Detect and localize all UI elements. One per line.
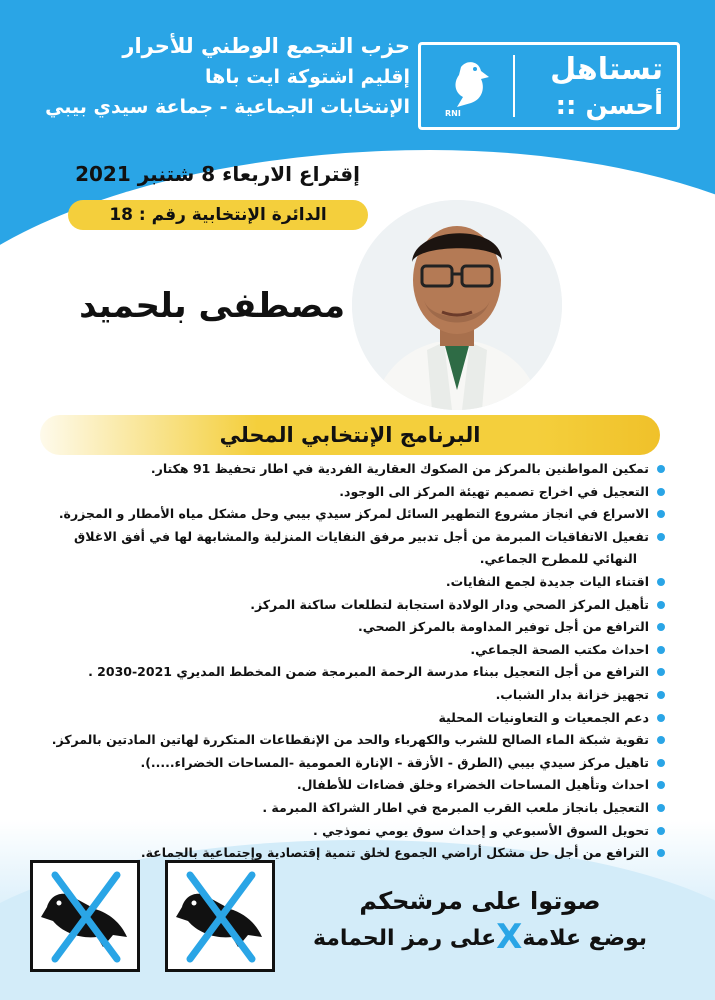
program-item: الترافع من أجل التعجيل ببناء مدرسة الرحمة المبرمجة ضمن المخطط المديري 2021-2030 . xyxy=(37,661,667,684)
program-item: تمكين المواطنين بالمركز من الصكوك العقارية الفردية في اطار تحفيظ 91 هكتار. xyxy=(37,458,667,481)
slogan-line-1: تستاهل xyxy=(550,52,663,87)
dove-ballot-icon xyxy=(168,863,272,969)
slogan-line-2: أحسن :: xyxy=(555,91,663,121)
program-item: التعجيل بانجاز ملعب القرب المبرمج في اطار الشراكة المبرمة . xyxy=(37,797,667,820)
province-name: إقليم اشتوكة ايت باها xyxy=(205,66,410,88)
program-item: تاهيل مركز سيدي بيبي (الطرق - الأزقة - الإنارة العمومية -المساحات الخضراء.....). xyxy=(37,752,667,775)
slogan-text xyxy=(550,51,663,123)
program-list xyxy=(37,458,667,865)
candidate-name: مصطفى بلحميد xyxy=(79,286,345,326)
program-item: تفعيل الاتفاقيات المبرمة من أجل تدبير مرفق النفايات المنزلية والمشابهة لها في أفق الاغلاق xyxy=(37,526,667,549)
election-title: الإنتخابات الجماعية - جماعة سيدي بيبي xyxy=(45,96,410,118)
header-block xyxy=(30,30,410,122)
candidate-photo xyxy=(352,200,562,410)
logo-label: RNI xyxy=(445,109,461,118)
vote-call xyxy=(300,883,660,957)
program-item-continuation: النهائي للمطرح الجماعي. xyxy=(479,551,637,567)
vote-line-1: صوتوا على مرشحكم xyxy=(359,887,601,915)
program-item: دعم الجمعيات و التعاونيات المحلية xyxy=(37,707,667,730)
program-item: اقتناء اليات جديدة لجمع النفايات. xyxy=(37,571,667,594)
dove-logo-icon xyxy=(441,53,505,123)
election-date: إقتراع الاربعاء 8 شتنبر 2021 xyxy=(75,162,360,186)
program-item: تحويل السوق الأسبوعي و إحداث سوق يومي نموذجي . xyxy=(37,820,667,843)
program-item: تقوية شبكة الماء الصالح للشرب والكهرباء والحد من الإنقطاعات المتكررة لهاتين المادتين بالمركز. xyxy=(37,729,667,752)
program-item: الترافع من أجل توفير المداومة بالمركز الصحي. xyxy=(37,616,667,639)
program-item: تجهيز خزانة بدار الشباب. xyxy=(37,684,667,707)
ballot-box-sample xyxy=(165,860,275,972)
program-item: تأهيل المركز الصحي ودار الولادة استجابة لتطلعات ساكنة المركز. xyxy=(37,594,667,617)
program-item: الترافع من أجل حل مشكل أراضي الجموع لخلق تنمية إقتصادية وإجتماعية بالجماعة. xyxy=(37,842,667,865)
vote-line-2 xyxy=(300,919,660,957)
program-item: احداث وتأهيل المساحات الخضراء وخلق فضاءات للأطفال. xyxy=(37,774,667,797)
vote-line-2-end: على رمز الحمامة xyxy=(312,926,497,951)
slogan-box xyxy=(418,42,680,130)
program-title: البرنامج الإنتخابي المحلي xyxy=(40,415,660,455)
vote-line-2-start: بوضع علامة xyxy=(522,926,648,951)
dove-ballot-icon xyxy=(33,863,137,969)
program-item: التعجيل في اخراج تصميم تهيئة المركز الى الوجود. xyxy=(37,481,667,504)
x-mark: X xyxy=(496,917,523,957)
district-badge: الدائرة الإنتخابية رقم : 18 xyxy=(68,200,368,230)
program-item: احداث مكتب الصحة الجماعي. xyxy=(37,639,667,662)
program-item: الاسراع في انجاز مشروع التطهير السائل لمركز سيدي بيبي وحل مشكل مياه الأمطار و المجزرة. xyxy=(37,503,667,526)
slogan-divider xyxy=(513,55,515,117)
party-name: حزب التجمع الوطني للأحرار xyxy=(122,34,410,58)
ballot-box-sample xyxy=(30,860,140,972)
